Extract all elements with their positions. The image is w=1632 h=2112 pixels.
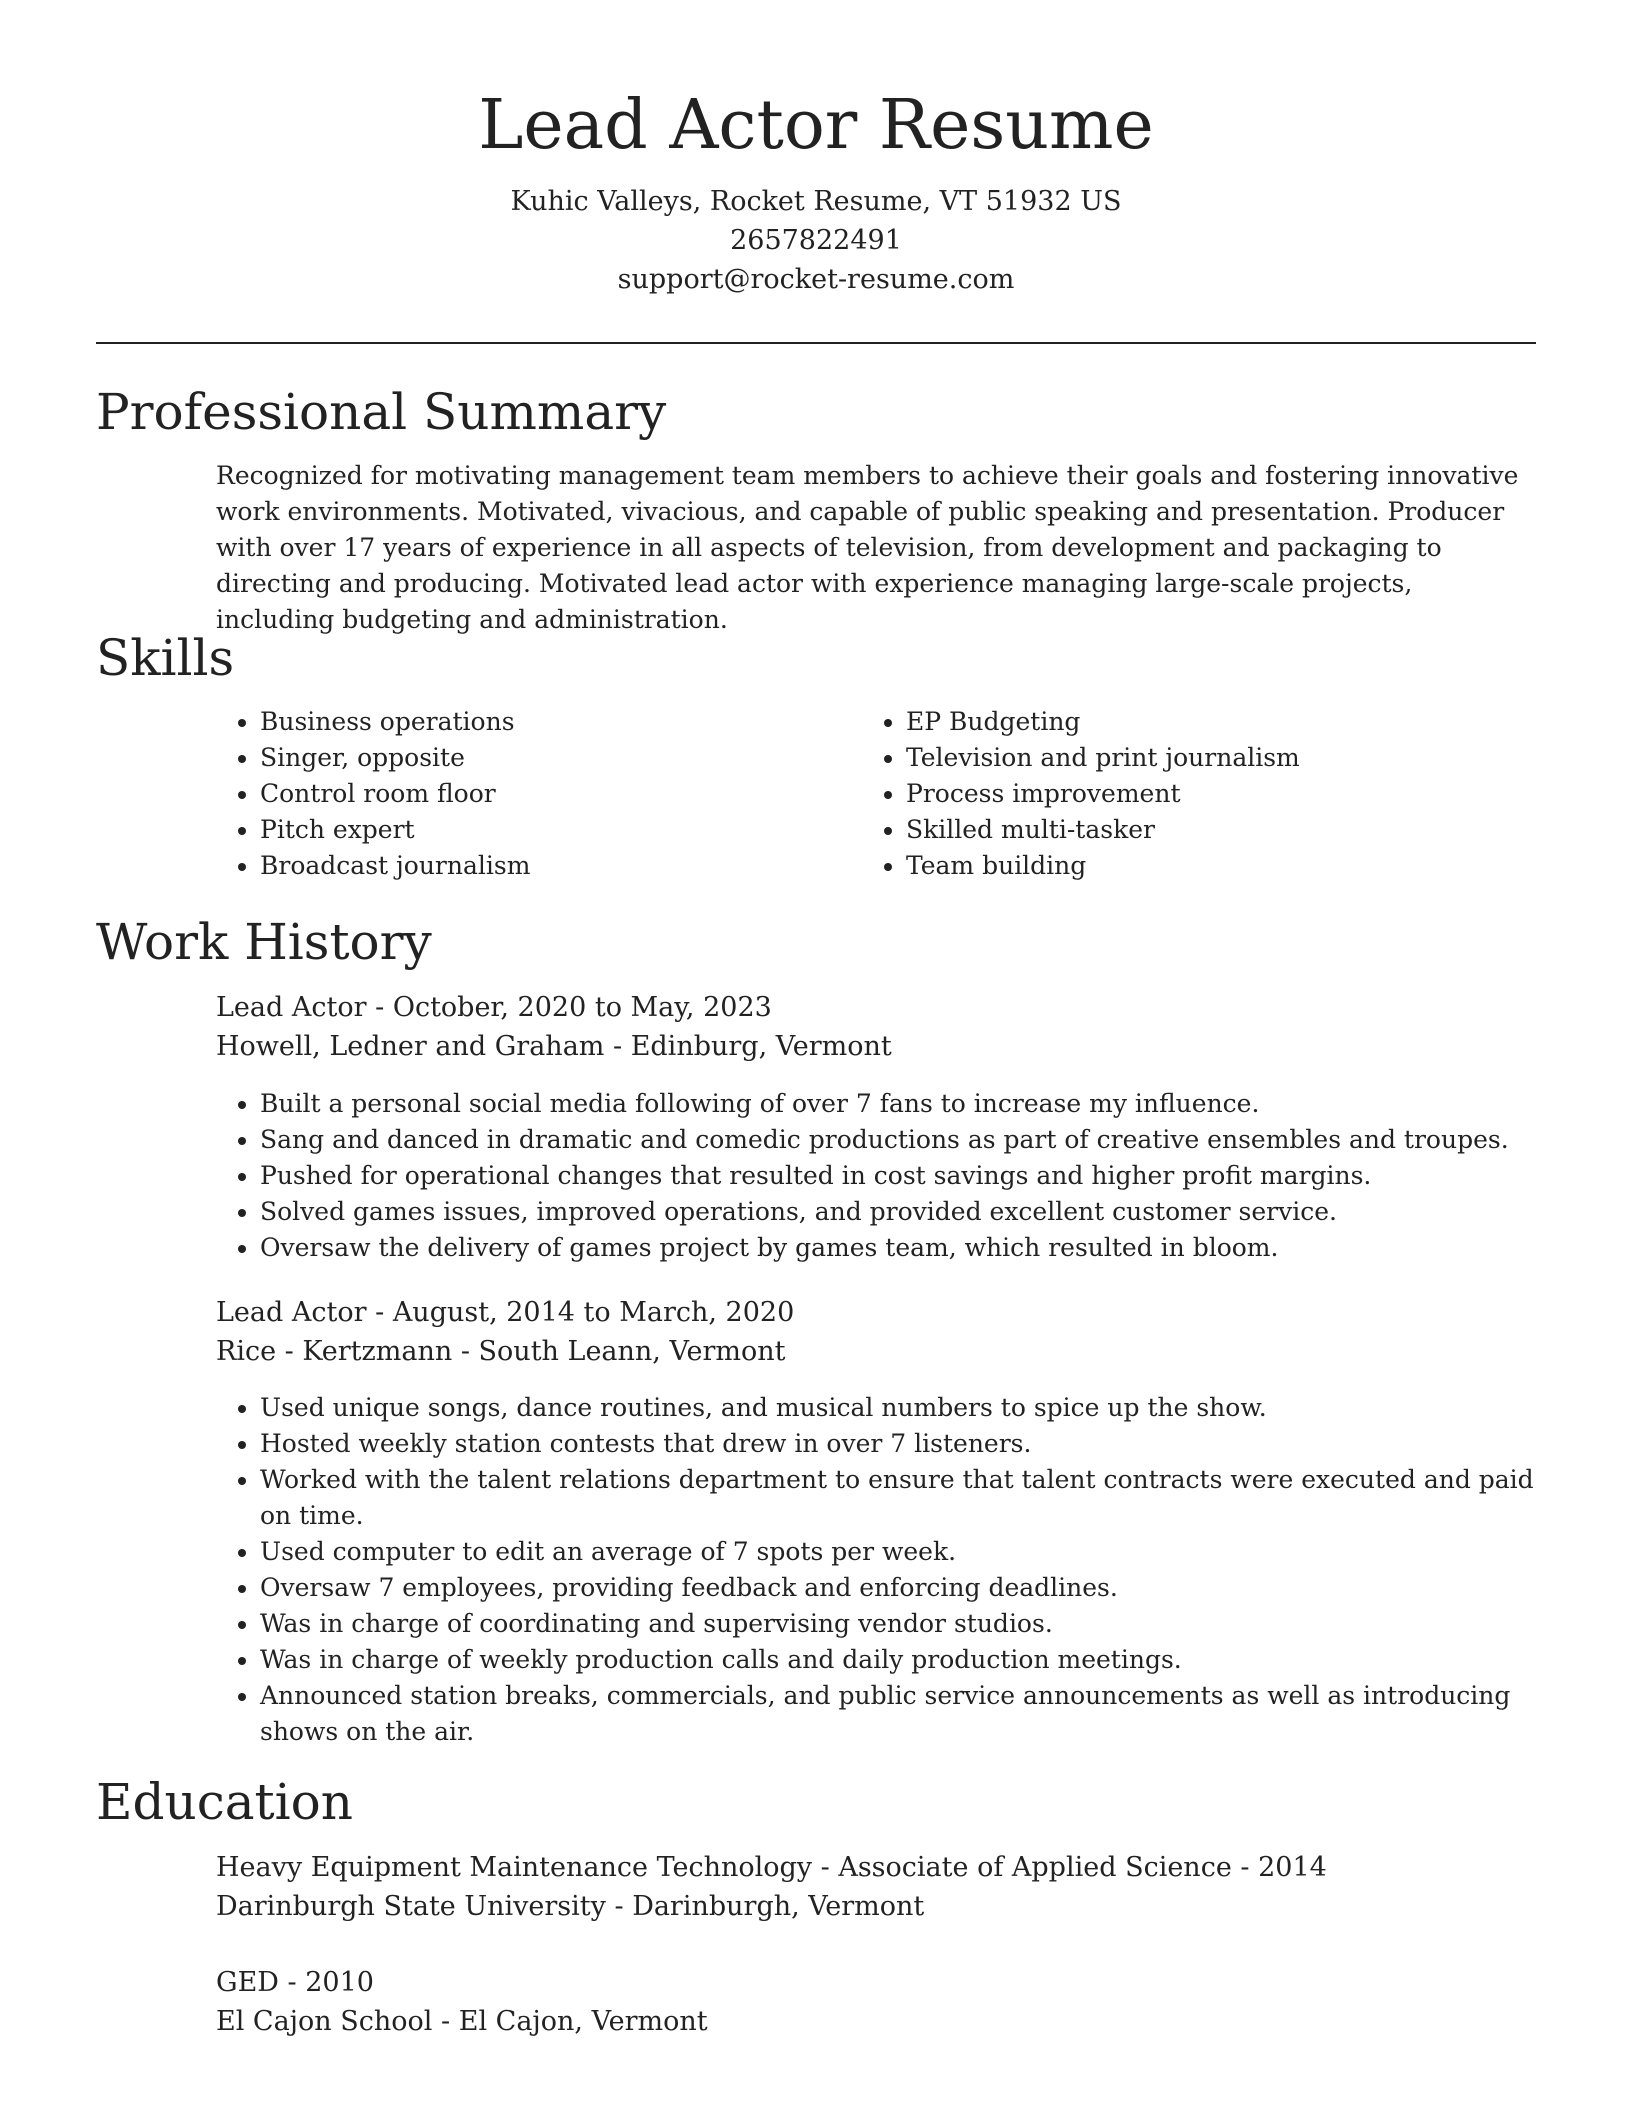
job-bullet: • Built a personal social media following of over 7 fans to increase my influence. [260, 1086, 1536, 1122]
job-role: Lead Actor [216, 1297, 367, 1328]
section-title-work-history: Work History [96, 913, 432, 971]
resume-title: Lead Actor Resume [478, 86, 1154, 165]
contact-address: Kuhic Valleys, Rocket Resume, VT 51932 US [510, 186, 1122, 217]
job-bullet: • Used computer to edit an average of 7 spots per week. [260, 1534, 1536, 1570]
job-company-line: Rice - Kertzmann - South Leann, Vermont [216, 1336, 786, 1367]
skill-item: • Television and print journalism [906, 740, 1462, 776]
section-title-summary: Professional Summary [96, 383, 667, 441]
edu-location: El Cajon, Vermont [458, 2006, 708, 2037]
job-bullet: • Was in charge of weekly production calls and daily production meetings. [260, 1642, 1536, 1678]
job-company-line: Howell, Ledner and Graham - Edinburg, Vermont [216, 1031, 892, 1062]
skill-item: • Control room floor [260, 776, 816, 812]
edu-degree: Heavy Equipment Maintenance Technology - Associate of Applied Science - 2014 [216, 1852, 1327, 1883]
job-bullet: • Oversaw 7 employees, providing feedback and enforcing deadlines. [260, 1570, 1536, 1606]
job-bullet: • Solved games issues, improved operations, and provided excellent customer service. [260, 1194, 1536, 1230]
edu-degree: GED - 2010 [216, 1967, 374, 1998]
job-bullet: • Announced station breaks, commercials, and public service announcements as well as introducing shows on the air. [260, 1678, 1536, 1750]
job-bullets [216, 1086, 1536, 1266]
skill-item: • Team building [906, 848, 1462, 884]
job-bullet: • Oversaw the delivery of games project by games team, which resulted in bloom. [260, 1230, 1536, 1266]
job-bullets [216, 1390, 1536, 1750]
skills-list-right [862, 704, 1462, 884]
job-dates: August, 2014 to March, 2020 [392, 1297, 795, 1328]
skill-item: • Singer, opposite [260, 740, 816, 776]
job-title-line: Lead Actor - October, 2020 to May, 2023 [216, 992, 772, 1023]
contact-block [0, 182, 1632, 299]
edu-school: Darinburgh State University [216, 1891, 606, 1922]
skill-item: • Skilled multi-tasker [906, 812, 1462, 848]
education-entry [216, 1848, 1536, 1926]
resume-header [0, 80, 1632, 299]
job-dates: October, 2020 to May, 2023 [392, 992, 772, 1023]
summary-text [216, 458, 1536, 638]
job-bullet: • Pushed for operational changes that resulted in cost savings and higher profit margins. [260, 1158, 1536, 1194]
job-bullet: • Worked with the talent relations department to ensure that talent contracts were executed and paid on time. [260, 1462, 1536, 1534]
skills-list-left [216, 704, 816, 884]
edu-school: El Cajon School [216, 2006, 433, 2037]
edu-school-line: Darinburgh State University - Darinburgh, Vermont [216, 1891, 925, 1922]
job-bullet: • Used unique songs, dance routines, and musical numbers to spice up the show. [260, 1390, 1536, 1426]
job-title-line: Lead Actor - August, 2014 to March, 2020 [216, 1297, 795, 1328]
job-bullet: • Sang and danced in dramatic and comedic productions as part of creative ensembles and troupes. [260, 1122, 1536, 1158]
job-company: Howell, Ledner and Graham [216, 1031, 605, 1062]
education-entry [216, 1963, 1536, 2041]
job-entry [216, 988, 1536, 1066]
job-location: Edinburg, Vermont [630, 1031, 892, 1062]
skill-item: • Business operations [260, 704, 816, 740]
edu-school-line: El Cajon School - El Cajon, Vermont [216, 2006, 708, 2037]
skills-column-right [862, 704, 1462, 884]
header-divider [96, 342, 1536, 344]
job-company: Rice - Kertzmann [216, 1336, 453, 1367]
job-entry [216, 1293, 1536, 1371]
skill-item: • Pitch expert [260, 812, 816, 848]
section-title-education: Education [96, 1773, 353, 1831]
contact-phone: 2657822491 [730, 225, 902, 256]
job-bullet-list [216, 1390, 1536, 1750]
job-location: South Leann, Vermont [478, 1336, 786, 1367]
section-title-skills: Skills [96, 629, 235, 687]
skill-item: • EP Budgeting [906, 704, 1462, 740]
skill-item: • Process improvement [906, 776, 1462, 812]
job-role: Lead Actor [216, 992, 367, 1023]
job-bullet: • Hosted weekly station contests that drew in over 7 listeners. [260, 1426, 1536, 1462]
contact-email: support@rocket-resume.com [617, 264, 1015, 295]
job-bullet-list [216, 1086, 1536, 1266]
skill-item: • Broadcast journalism [260, 848, 816, 884]
edu-location: Darinburgh, Vermont [632, 1891, 925, 1922]
skills-column-left [216, 704, 816, 884]
job-bullet: • Was in charge of coordinating and supervising vendor studios. [260, 1606, 1536, 1642]
summary-paragraph: Recognized for motivating management team members to achieve their goals and fostering innovative work environments. Motivated, vivacious, and capable of public speaking and presentation. Producer with over 17 years of experience in all aspects of television, from development and packaging to directing and producing. Motivated lead actor with experience managing large-scale projects, including budgeting and administration. [216, 461, 1519, 634]
